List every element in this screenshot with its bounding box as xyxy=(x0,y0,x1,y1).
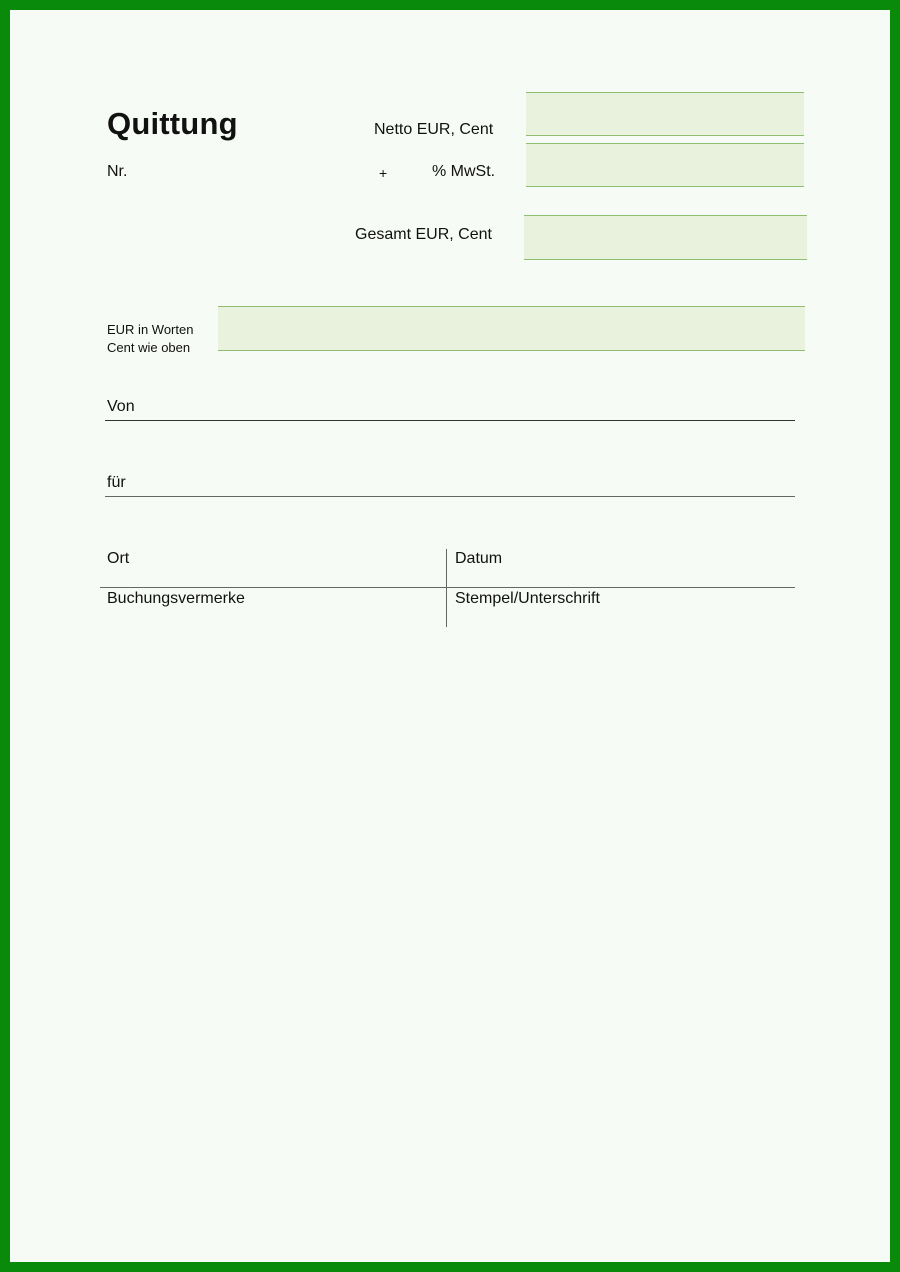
vat-field[interactable] xyxy=(526,143,804,187)
column-divider xyxy=(446,549,447,627)
net-amount-label: Netto EUR, Cent xyxy=(374,121,494,138)
date-label: Datum xyxy=(455,550,503,567)
for-label: für xyxy=(107,474,126,491)
for-line[interactable] xyxy=(105,496,795,497)
from-line[interactable] xyxy=(105,420,795,421)
from-label: Von xyxy=(107,398,135,415)
receipt-sheet xyxy=(10,10,890,1262)
vat-label: % MwSt. xyxy=(432,163,496,180)
amount-in-words-label-2: Cent wie oben xyxy=(107,340,191,355)
place-date-line[interactable] xyxy=(100,587,795,588)
amount-in-words-field[interactable] xyxy=(218,306,805,351)
amount-in-words-label-1: EUR in Worten xyxy=(107,322,194,337)
net-amount-field[interactable] xyxy=(526,92,804,136)
place-label: Ort xyxy=(107,550,130,567)
total-amount-field[interactable] xyxy=(524,215,807,260)
plus-sign: + xyxy=(379,165,388,181)
stamp-signature-label: Stempel/Unterschrift xyxy=(455,590,600,607)
total-amount-label: Gesamt EUR, Cent xyxy=(355,226,492,243)
receipt-title: Quittung xyxy=(107,106,238,141)
number-label: Nr. xyxy=(107,163,128,180)
booking-notes-label: Buchungsvermerke xyxy=(107,590,245,607)
